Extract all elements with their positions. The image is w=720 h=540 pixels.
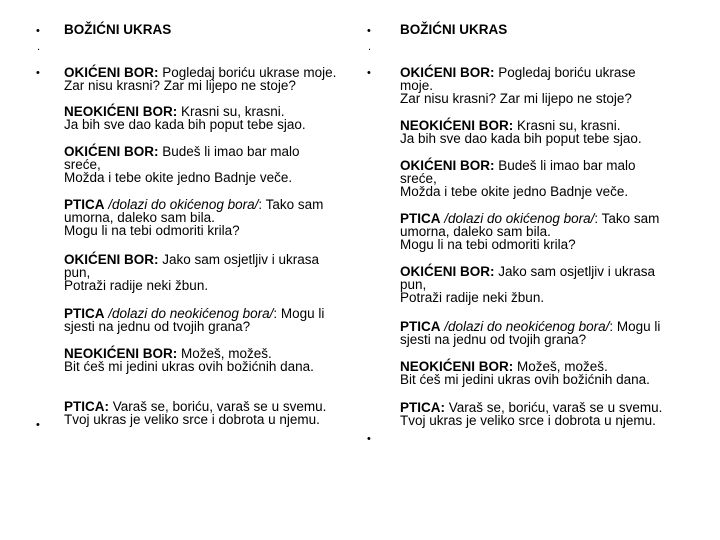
line-text: Varaš se, boriću, varaš se u svemu. [109,399,327,414]
bullet-empty: • [367,433,371,445]
dialogue-line [400,66,636,79]
line-text: Ja bih sve dao kada bih poput tebe sjao. [64,117,306,132]
line-text: Pogledaj boriću ukrase moje. [158,65,337,80]
bullet-title: • [367,25,371,37]
speaker-name: PTICA: [64,399,109,414]
dialogue-line [64,413,326,426]
line-text: Možda i tebe okite jedno Badnje veče. [400,184,629,199]
dialogue-line [400,132,642,145]
dialogue-line [64,320,324,333]
line-text: moje. [400,78,434,93]
line-text: Možda i tebe okite jedno Badnje veče. [64,170,293,185]
dialogue-line [400,414,662,427]
speaker-name: OKIĆENI BOR: [64,252,159,267]
line-text: pun, [64,265,91,280]
line-text: Potraži radije neki žbun. [400,290,545,305]
dialogue-block [64,145,300,184]
dialogue-block [64,347,314,373]
dialogue-line [64,279,319,292]
dialogue-block [400,320,660,346]
speaker-name: PTICA [64,306,105,321]
line-text: Jako sam osjetljiv i ukrasa [158,252,320,267]
line-text: Možeš, možeš. [513,359,608,374]
dialogue-block [64,66,336,92]
line-text: Tvoj ukras je veliko srce i dobrota u njemu. [64,412,320,427]
line-text: Bit ćeš mi jedini ukras ovih božićnih dana. [64,359,314,374]
dialogue-block [400,401,662,427]
dialogue-line [400,265,655,278]
line-text: Budeš li imao bar malo [494,158,636,173]
dialogue-block [64,105,306,131]
line-text: Mogu li na tebi odmoriti krila? [64,223,240,238]
bullet-dot: . [37,41,41,53]
stage-direction: /dolazi do okićenog bora/ [440,211,595,226]
stage-direction: /dolazi do neokićenog bora/ [440,319,610,334]
speaker-name: NEOKIĆENI BOR: [64,104,178,119]
speaker-name: NEOKIĆENI BOR: [400,359,514,374]
dialogue-block [64,307,324,333]
dialogue-line [64,79,336,92]
slide-title: BOŽIĆNI UKRAS [400,22,508,37]
dialogue-line [400,333,660,346]
speaker-name: OKIĆENI BOR: [64,144,159,159]
line-text: Krasni su, krasni. [513,118,621,133]
dialogue-block [400,119,642,145]
line-text: Tvoj ukras je veliko srce i dobrota u njemu. [400,413,656,428]
line-text: Bit ćeš mi jedini ukras ovih božićnih dana. [400,372,650,387]
dialogue-block [64,253,319,292]
dialogue-line [64,360,314,373]
line-text: : Mogu li [273,306,325,321]
dialogue-block [400,265,655,304]
speaker-name: PTICA [400,211,441,226]
slide-title: BOŽIĆNI UKRAS [64,22,172,37]
dialogue-line [400,92,636,105]
dialogue-line [64,253,319,266]
line-text: umorna, daleko sam bila. [64,210,215,225]
line-text: sjesti na jednu od tvojih grana? [64,319,251,334]
speaker-name: PTICA [64,197,105,212]
speaker-name: OKIĆENI BOR: [64,65,159,80]
line-text: umorna, daleko sam bila. [400,224,551,239]
line-text: Potraži radije neki žbun. [64,278,209,293]
dialogue-line [64,224,323,237]
speaker-name: OKIĆENI BOR: [400,65,495,80]
dialogue-line [64,171,300,184]
dialogue-block [64,198,323,237]
stage-direction: /dolazi do neokićenog bora/ [104,306,274,321]
line-text: sjesti na jednu od tvojih grana? [400,332,587,347]
dialogue-line [400,238,659,251]
line-text: Krasni su, krasni. [177,104,285,119]
line-text: Pogledaj boriću ukrase [494,65,636,80]
dialogue-line [400,373,650,386]
dialogue-block [400,212,659,251]
stage-direction: /dolazi do okićenog bora/ [104,197,259,212]
line-text: : Tako sam [258,197,324,212]
line-text: Budeš li imao bar malo [158,144,300,159]
line-text: Ja bih sve dao kada bih poput tebe sjao. [400,131,642,146]
line-text: Mogu li na tebi odmoriti krila? [400,237,576,252]
speaker-name: OKIĆENI BOR: [400,158,495,173]
speaker-name: PTICA [400,319,441,334]
bullet-title: • [36,25,40,37]
bullet-dialogue: • [36,67,40,79]
dialogue-block [400,360,650,386]
bullet-empty: • [36,419,40,431]
bullet-dialogue: • [367,67,371,79]
speaker-name: PTICA: [400,400,445,415]
speaker-name: NEOKIĆENI BOR: [400,118,514,133]
dialogue-block [400,159,636,198]
dialogue-line [400,185,636,198]
dialogue-block [400,66,636,105]
line-text: Možeš, možeš. [177,346,272,361]
bullet-dot: . [368,41,372,53]
line-text: Jako sam osjetljiv i ukrasa [494,264,656,279]
line-text: pun, [400,277,427,292]
line-text: : Tako sam [594,211,660,226]
dialogue-line [400,291,655,304]
dialogue-block [64,400,326,426]
dialogue-line [64,118,306,131]
line-text: Zar nisu krasni? Zar mi lijepo ne stoje? [400,91,632,106]
speaker-name: OKIĆENI BOR: [400,264,495,279]
line-text: sreće, [400,171,437,186]
line-text: sreće, [64,157,101,172]
line-text: Zar nisu krasni? Zar mi lijepo ne stoje? [64,78,296,93]
line-text: Varaš se, boriću, varaš se u svemu. [445,400,663,415]
speaker-name: NEOKIĆENI BOR: [64,346,178,361]
line-text: : Mogu li [609,319,661,334]
